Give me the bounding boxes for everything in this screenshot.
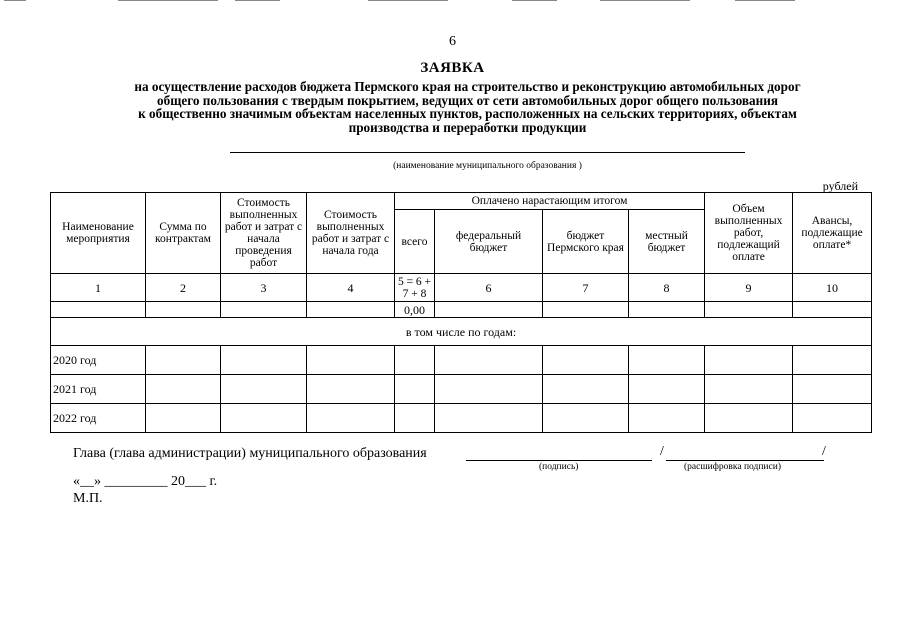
header-advances: Авансы, подлежащие оплате* bbox=[793, 193, 872, 274]
signature-decode-caption: (расшифровка подписи) bbox=[684, 462, 781, 472]
column-number: 10 bbox=[793, 274, 872, 302]
table-cell[interactable] bbox=[146, 302, 221, 318]
table-cell[interactable] bbox=[705, 404, 793, 433]
table-cell[interactable] bbox=[705, 302, 793, 318]
year-label: 2022 год bbox=[51, 404, 146, 433]
column-number: 5 = 6 + 7 + 8 bbox=[395, 274, 435, 302]
table-cell[interactable] bbox=[629, 375, 705, 404]
header-paid-group: Оплачено нарастающим итогом bbox=[395, 193, 705, 210]
header-paid-total: всего bbox=[395, 210, 435, 274]
table-cell[interactable] bbox=[629, 346, 705, 375]
table-cell[interactable] bbox=[221, 375, 307, 404]
table-cell[interactable] bbox=[146, 404, 221, 433]
including-by-years-row bbox=[51, 318, 872, 346]
column-number: 9 bbox=[705, 274, 793, 302]
table-cell[interactable] bbox=[307, 302, 395, 318]
table-cell[interactable] bbox=[793, 375, 872, 404]
column-number: 6 bbox=[435, 274, 543, 302]
column-number: 1 bbox=[51, 274, 146, 302]
document-subtitle bbox=[60, 80, 875, 134]
table-cell[interactable] bbox=[543, 302, 629, 318]
table-cell[interactable] bbox=[543, 404, 629, 433]
including-by-years-label: в том числе по годам: bbox=[51, 318, 872, 346]
signature-caption: (подпись) bbox=[539, 462, 579, 472]
table-cell[interactable] bbox=[435, 404, 543, 433]
subtitle-line: на осуществление расходов бюджета Пермского края на строительство и реконструкцию автомобильных дорог bbox=[134, 79, 801, 94]
signature-field[interactable] bbox=[466, 460, 652, 461]
column-number: 4 bbox=[307, 274, 395, 302]
table-cell[interactable] bbox=[435, 302, 543, 318]
application-table bbox=[50, 192, 872, 433]
municipality-caption: (наименование муниципального образования ) bbox=[393, 161, 582, 171]
document-title: ЗАЯВКА bbox=[420, 60, 485, 76]
table-cell[interactable] bbox=[221, 404, 307, 433]
table-cell[interactable] bbox=[543, 346, 629, 375]
subtitle-line: общего пользования с твердым покрытием, ведущих от сети автомобильных дорог общего пользования bbox=[157, 92, 778, 108]
column-number-row bbox=[51, 274, 872, 302]
slash-right: / bbox=[822, 444, 826, 459]
table-cell[interactable] bbox=[705, 346, 793, 375]
table-cell[interactable] bbox=[221, 346, 307, 375]
table-cell[interactable] bbox=[395, 375, 435, 404]
table-cell[interactable] bbox=[221, 302, 307, 318]
table-row bbox=[51, 302, 872, 318]
table-cell[interactable] bbox=[307, 404, 395, 433]
scan-top-marks bbox=[0, 0, 905, 4]
table-cell[interactable] bbox=[705, 375, 793, 404]
table-cell[interactable] bbox=[543, 375, 629, 404]
table-cell[interactable] bbox=[146, 346, 221, 375]
table-cell[interactable] bbox=[435, 375, 543, 404]
header-cost-since-start-year: Стоимость выполненных работ и затрат с начала года bbox=[307, 193, 395, 274]
units-label: рублей bbox=[822, 179, 858, 193]
header-volume-to-pay: Объем выполненных работ, подлежащий оплате bbox=[705, 193, 793, 274]
header-cost-since-start-work: Стоимость выполненных работ и затрат с начала проведения работ bbox=[221, 193, 307, 274]
table-cell[interactable] bbox=[435, 346, 543, 375]
table-cell[interactable] bbox=[395, 346, 435, 375]
header-name: Наименование мероприятия bbox=[51, 193, 146, 274]
column-number: 3 bbox=[221, 274, 307, 302]
table-cell[interactable] bbox=[51, 302, 146, 318]
municipality-name-field[interactable] bbox=[230, 152, 745, 153]
column-number: 7 bbox=[543, 274, 629, 302]
table-cell[interactable] bbox=[629, 302, 705, 318]
header-paid-perm: бюджет Пермского края bbox=[543, 210, 629, 274]
table-cell[interactable] bbox=[793, 404, 872, 433]
table-row bbox=[51, 375, 872, 404]
year-label: 2021 год bbox=[51, 375, 146, 404]
table-row bbox=[51, 404, 872, 433]
slash-left: / bbox=[660, 444, 664, 459]
column-number: 8 bbox=[629, 274, 705, 302]
table-cell[interactable] bbox=[395, 404, 435, 433]
table-cell[interactable] bbox=[793, 346, 872, 375]
year-label: 2020 год bbox=[51, 346, 146, 375]
page-number: 6 bbox=[449, 34, 456, 49]
signature-decode-field[interactable] bbox=[666, 460, 824, 461]
table-cell[interactable] bbox=[146, 375, 221, 404]
signature-label: Глава (глава администрации) муниципального образования bbox=[73, 446, 427, 461]
table-cell[interactable] bbox=[793, 302, 872, 318]
table-row bbox=[51, 346, 872, 375]
stamp-place-label: М.П. bbox=[73, 491, 103, 506]
header-paid-local: местный бюджет bbox=[629, 210, 705, 274]
column-number: 2 bbox=[146, 274, 221, 302]
header-contract-sum: Сумма по контрактам bbox=[146, 193, 221, 274]
date-line: «__» _________ 20___ г. bbox=[73, 474, 218, 489]
header-paid-federal: федеральный бюджет bbox=[435, 210, 543, 274]
subtitle-line: к общественно значимым объектам населенных пунктов, расположенных на сельских территориях, объектам bbox=[138, 106, 797, 121]
table-cell[interactable] bbox=[307, 346, 395, 375]
table-cell[interactable] bbox=[629, 404, 705, 433]
total-value-cell: 0,00 bbox=[395, 302, 435, 318]
table-cell[interactable] bbox=[307, 375, 395, 404]
subtitle-line: производства и переработки продукции bbox=[348, 119, 587, 135]
